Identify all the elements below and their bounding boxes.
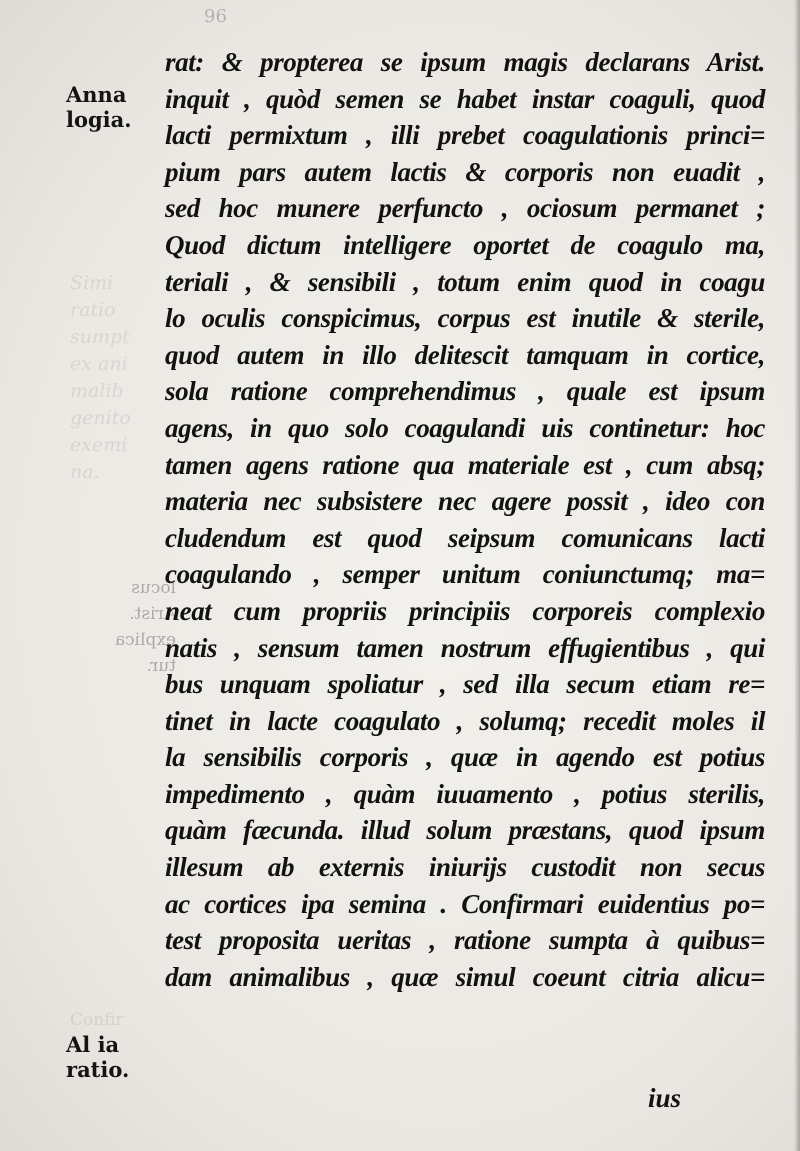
text-line: materia nec subsistere nec agere possit , ideo con: [165, 486, 765, 517]
text-line: sed hoc munere perfuncto , ociosum permanet ;: [165, 193, 765, 224]
ghost-line: genito: [70, 407, 131, 429]
margin-note-line: logia.: [66, 107, 132, 132]
page-edge-shadow: [794, 0, 800, 1151]
text-line: pium pars autem lactis & corporis non euadit ,: [165, 156, 765, 187]
mirrored-line: tur.: [146, 656, 176, 676]
ghost-line: ex ani: [70, 353, 128, 375]
text-line: inquit , quòd semen se habet instar coaguli, quod: [165, 83, 765, 114]
text-line: neat cum propriis principiis corporeis complexio: [165, 595, 765, 626]
catchword: ius: [648, 1083, 682, 1113]
ghost-line: ratio: [70, 299, 116, 321]
body-text: [165, 44, 765, 995]
margin-note-line: Anna: [66, 82, 127, 107]
text-line: lacti permixtum , illi prebet coagulationis princi=: [165, 120, 765, 151]
text-line: natis , sensum tamen nostrum effugientibus , qui: [165, 632, 765, 663]
text-line: bus unquam spoliatur , sed illa secum etiam re=: [165, 669, 765, 700]
text-line: coagulando , semper unitum coniunctumq; ma=: [165, 559, 765, 590]
text-line: tamen agens ratione qua materiale est , cum absq;: [165, 449, 765, 480]
text-line: lo oculis conspicimus, corpus est inutile & sterile,: [165, 303, 765, 334]
ghost-line: Simi: [70, 272, 114, 294]
margin-note-line: ratio.: [66, 1057, 130, 1082]
page-number: 96: [204, 6, 227, 27]
text-line: ac cortices ipa semina . Confirmari euidentius po=: [165, 888, 765, 919]
text-line: quàm fæcunda. illud solum præstans, quod ipsum: [165, 815, 765, 846]
text-line: tinet in lacte coagulato , solumq; recedit moles il: [165, 705, 765, 736]
text-line: teriali , & sensibili , totum enim quod in coagu: [165, 266, 765, 297]
mirrored-line: explica: [114, 630, 176, 650]
ghost-line: sumpt: [70, 326, 130, 348]
mirrored-bleed-note: [96, 575, 176, 679]
ghost-line: malib: [70, 380, 124, 402]
margin-note-analogia: [66, 82, 158, 132]
text-line: quod autem in illo delitescit tamquam in cortice,: [165, 339, 765, 370]
margin-note-alia-ratio: [66, 1032, 158, 1082]
text-line: test proposita ueritas , ratione sumpta à quibus=: [165, 925, 765, 956]
text-line: sola ratione comprehendimus , quale est ipsum: [165, 376, 765, 407]
text-line: agens, in quo solo coagulandi uis continetur: hoc: [165, 412, 765, 443]
text-line: impedimento , quàm iuuamento , potius sterilis,: [165, 778, 765, 809]
margin-note-line: Al ia: [66, 1032, 120, 1057]
ghost-line: na.: [70, 461, 100, 483]
text-line: rat: & propterea se ipsum magis declarans Arist.: [165, 47, 765, 77]
text-line: illesum ab externis iniurijs custodit non secus: [165, 852, 765, 883]
text-line: Quod dictum intelligere oportet de coagulo ma,: [165, 229, 765, 260]
bottom-ghost-text: Confir: [70, 1010, 124, 1030]
text-line: dam animalibus , quæ simul coeunt citria alicu=: [165, 961, 765, 992]
ghost-line: exemi: [70, 434, 128, 456]
text-line: cludendum est quod seipsum comunicans lacti: [165, 522, 765, 553]
mirrored-line: Arist.: [129, 604, 176, 624]
bleed-through-ghost-text: [70, 270, 170, 486]
text-line: la sensibilis corporis , quæ in agendo est potius: [165, 742, 765, 773]
mirrored-line: locus: [131, 578, 176, 598]
